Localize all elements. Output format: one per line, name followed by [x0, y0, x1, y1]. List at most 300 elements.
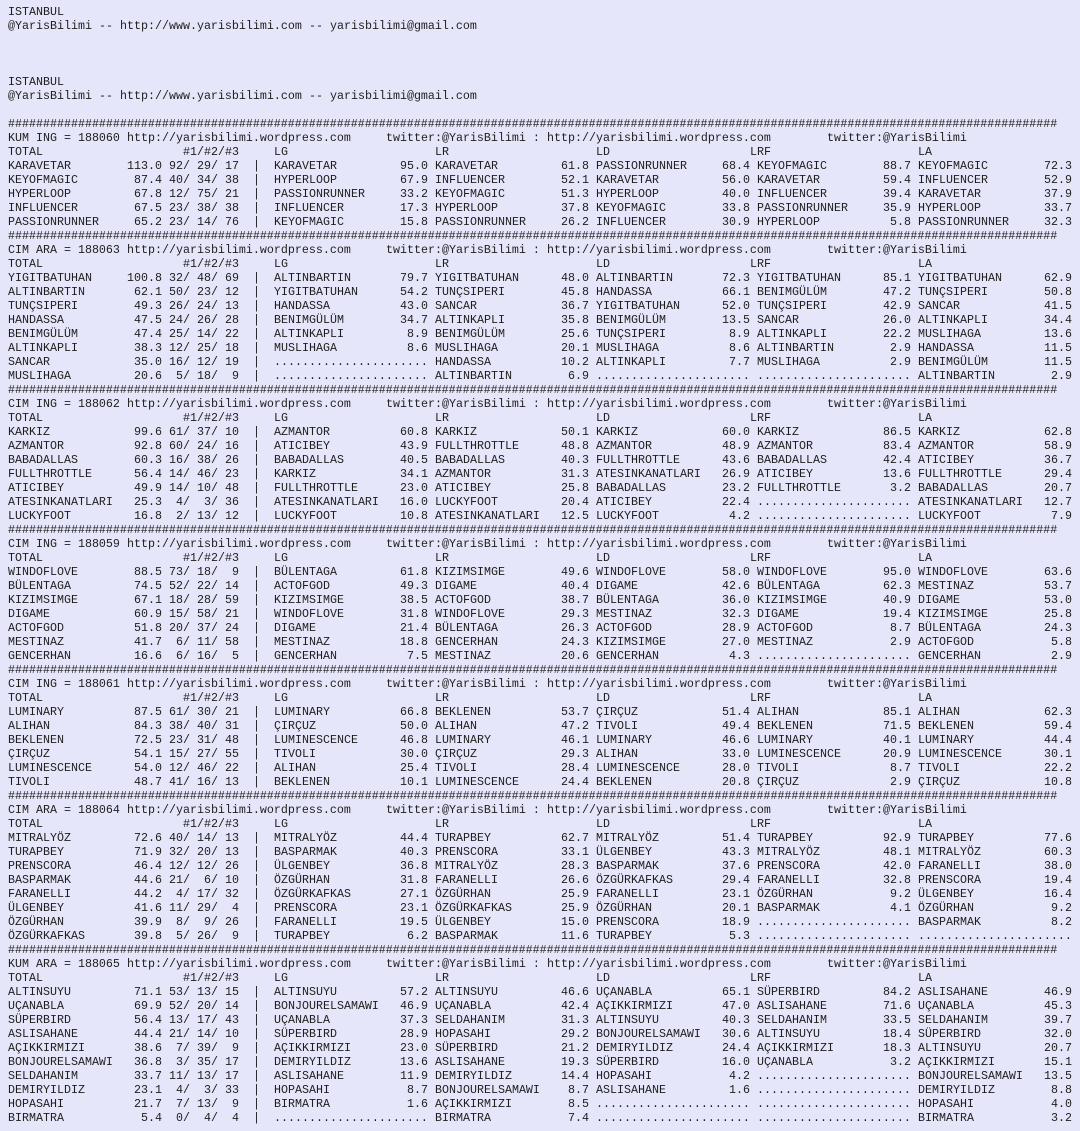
- header-ld: LD: [596, 691, 610, 705]
- horse-name: MESTINAZ: [8, 635, 64, 649]
- lr-horse-name: INFLUENCER: [435, 173, 505, 187]
- total-score: 87.4: [134, 173, 162, 187]
- lg-score: 66.8: [400, 705, 428, 719]
- result-row: [8, 985, 1074, 999]
- la-score: 63.6: [1044, 565, 1072, 579]
- ld-horse-name: BEKLENEN: [596, 775, 652, 789]
- lr-score: 21.2: [561, 1041, 589, 1055]
- lrf-score: 47.2: [883, 285, 911, 299]
- result-row: [8, 355, 1074, 369]
- lg-horse-name: ÜLGENBEY: [274, 859, 330, 873]
- race-title-line: [8, 243, 1074, 257]
- la-horse-name: SANCAR: [918, 299, 960, 313]
- lrf-score: 42.4: [883, 453, 911, 467]
- la-horse-name: BÜLENTAGA: [918, 621, 981, 635]
- ld-score: 43.6: [722, 453, 750, 467]
- lr-horse-name: ACTOFGOD: [435, 593, 491, 607]
- lrf-score: 42.9: [883, 299, 911, 313]
- horse-name: DEMIRYILDIZ: [8, 1083, 85, 1097]
- lr-horse-name: ASLISAHANE: [435, 1055, 505, 1069]
- place-counts: 2/ 13/ 12: [176, 509, 239, 523]
- lr-horse-name: ALTINBARTIN: [435, 369, 512, 383]
- lr-score: 25.9: [561, 901, 589, 915]
- horse-name: BÜLENTAGA: [8, 579, 71, 593]
- ld-horse-name: BABADALLAS: [596, 481, 666, 495]
- la-horse-name: BABADALLAS: [918, 481, 988, 495]
- ld-empty-placeholder: ......................: [596, 1097, 750, 1111]
- ld-horse-name: KARAVETAR: [596, 173, 659, 187]
- la-horse-name: YIGITBATUHAN: [918, 271, 1002, 285]
- column-divider: |: [253, 481, 260, 495]
- total-score: 67.1: [134, 593, 162, 607]
- lr-horse-name: HYPERLOOP: [435, 201, 498, 215]
- la-horse-name: BEKLENEN: [918, 719, 974, 733]
- lrf-horse-name: TURAPBEY: [757, 831, 813, 845]
- la-horse-name: AZMANTOR: [918, 439, 974, 453]
- header-la: LA: [918, 257, 932, 271]
- lg-score: 23.1: [400, 901, 428, 915]
- lr-horse-name: WINDOFLOVE: [435, 607, 505, 621]
- lg-score: 15.8: [400, 215, 428, 229]
- column-divider: |: [253, 1027, 260, 1041]
- lr-horse-name: SÜPERBIRD: [435, 1041, 498, 1055]
- ld-score: 33.0: [722, 747, 750, 761]
- lg-score: 8.6: [407, 341, 428, 355]
- lrf-score: 22.2: [883, 327, 911, 341]
- lrf-score: 95.0: [883, 565, 911, 579]
- result-row: [8, 607, 1074, 621]
- la-score: 12.7: [1044, 495, 1072, 509]
- lg-horse-name: HOPASAHI: [274, 1083, 330, 1097]
- ld-score: 47.0: [722, 999, 750, 1013]
- column-header-line: [8, 551, 1074, 565]
- contact-separator: --: [92, 89, 120, 103]
- blog-link: http://yarisbilimi.wordpress.com: [127, 677, 351, 691]
- column-divider: |: [253, 873, 260, 887]
- lg-horse-name: AZMANTOR: [274, 425, 330, 439]
- lr-score: 33.1: [561, 845, 589, 859]
- lrf-empty-placeholder: ......................: [757, 509, 911, 523]
- lg-horse-name: KARAVETAR: [274, 159, 337, 173]
- lrf-horse-name: ALTINSUYU: [757, 1027, 820, 1041]
- place-counts: 25/ 14/ 22: [169, 327, 239, 341]
- ld-horse-name: ATESINKANATLARI: [596, 467, 701, 481]
- place-counts: 14/ 46/ 23: [169, 467, 239, 481]
- column-divider: |: [253, 1111, 260, 1125]
- la-horse-name: GENCERHAN: [918, 649, 981, 663]
- blank-line: [8, 103, 1074, 117]
- ld-horse-name: LUCKYFOOT: [596, 509, 659, 523]
- total-score: 71.9: [134, 845, 162, 859]
- place-counts: 92/ 29/ 17: [169, 159, 239, 173]
- ld-horse-name: ALTINBARTIN: [596, 271, 673, 285]
- la-horse-name: HOPASAHI: [918, 1097, 974, 1111]
- place-counts: 53/ 13/ 15: [169, 985, 239, 999]
- lr-score: 29.3: [561, 747, 589, 761]
- lr-horse-name: UÇANABLA: [435, 999, 491, 1013]
- lg-score: 10.1: [400, 775, 428, 789]
- la-score: 53.0: [1044, 593, 1072, 607]
- result-row: [8, 705, 1074, 719]
- lrf-horse-name: KARAVETAR: [757, 173, 820, 187]
- lrf-score: 84.2: [883, 985, 911, 999]
- total-score: 25.3: [134, 495, 162, 509]
- result-row: [8, 1027, 1074, 1041]
- la-score: 41.5: [1044, 299, 1072, 313]
- ld-horse-name: TIVOLI: [596, 719, 638, 733]
- twitter-handle: twitter:@YarisBilimi :: [386, 803, 540, 817]
- lrf-horse-name: HYPERLOOP: [757, 215, 820, 229]
- twitter-handle: twitter:@YarisBilimi :: [386, 397, 540, 411]
- la-score: 58.9: [1044, 439, 1072, 453]
- total-score: 47.5: [134, 313, 162, 327]
- ld-horse-name: KIZIMSIMGE: [596, 635, 666, 649]
- total-score: 49.3: [134, 299, 162, 313]
- column-divider: |: [253, 985, 260, 999]
- lrf-score: 13.6: [883, 467, 911, 481]
- ld-horse-name: WINDOFLOVE: [596, 565, 666, 579]
- lrf-horse-name: MITRALYÖZ: [757, 845, 820, 859]
- ld-empty-placeholder: ......................: [596, 1111, 750, 1125]
- ld-score: 29.4: [722, 873, 750, 887]
- horse-name: BABADALLAS: [8, 453, 78, 467]
- ld-score: 68.4: [722, 159, 750, 173]
- lrf-horse-name: ALIHAN: [757, 705, 799, 719]
- result-row: [8, 425, 1074, 439]
- lrf-score: 5.8: [890, 215, 911, 229]
- ld-score: 30.9: [722, 215, 750, 229]
- ld-score: 4.2: [729, 509, 750, 523]
- lrf-score: 2.9: [890, 635, 911, 649]
- la-horse-name: FULLTHROTTLE: [918, 467, 1002, 481]
- lr-horse-name: HOPASAHI: [435, 1027, 491, 1041]
- ld-score: 58.0: [722, 565, 750, 579]
- lg-score: 43.0: [400, 299, 428, 313]
- column-header-line: [8, 817, 1074, 831]
- result-row: [8, 1097, 1074, 1111]
- la-horse-name: ASLISAHANE: [918, 985, 988, 999]
- place-counts: 21/ 6/ 10: [169, 873, 239, 887]
- la-score: 11.5: [1044, 355, 1072, 369]
- place-counts: 20/ 37/ 24: [169, 621, 239, 635]
- lr-horse-name: KARKIZ: [435, 425, 477, 439]
- column-divider: |: [253, 439, 260, 453]
- header-ld: LD: [596, 145, 610, 159]
- result-row: [8, 313, 1074, 327]
- lg-horse-name: ALTINKAPLI: [274, 327, 344, 341]
- column-divider: |: [253, 509, 260, 523]
- blank-line: [8, 33, 1074, 47]
- lg-horse-name: FARANELLI: [274, 915, 337, 929]
- horse-name: KIZIMSIMGE: [8, 593, 78, 607]
- ld-score: 60.0: [722, 425, 750, 439]
- place-counts: 16/ 12/ 19: [169, 355, 239, 369]
- total-score: 39.9: [134, 915, 162, 929]
- lg-horse-name: INFLUENCER: [274, 201, 344, 215]
- lr-horse-name: ALTINSUYU: [435, 985, 498, 999]
- total-score: 113.0: [127, 159, 162, 173]
- la-horse-name: DEMIRYILDIZ: [918, 1083, 995, 1097]
- place-counts: 16/ 38/ 26: [169, 453, 239, 467]
- ld-horse-name: LUMINESCENCE: [596, 761, 680, 775]
- ld-score: 8.9: [729, 327, 750, 341]
- la-score: 4.0: [1051, 1097, 1072, 1111]
- column-divider: |: [253, 369, 260, 383]
- total-score: 51.8: [134, 621, 162, 635]
- lrf-score: 8.7: [890, 761, 911, 775]
- ld-score: 8.6: [729, 341, 750, 355]
- result-row: [8, 173, 1074, 187]
- column-divider: |: [253, 775, 260, 789]
- lr-score: 11.6: [561, 929, 589, 943]
- ld-score: 18.9: [722, 915, 750, 929]
- contact-separator: --: [302, 19, 330, 33]
- la-horse-name: PRENSCORA: [918, 873, 981, 887]
- lg-horse-name: FULLTHROTTLE: [274, 481, 358, 495]
- lg-horse-name: DEMIRYILDIZ: [274, 1055, 351, 1069]
- ld-horse-name: BONJOURELSAMAWI: [596, 1027, 701, 1041]
- lrf-score: 86.5: [883, 425, 911, 439]
- ld-horse-name: FULLTHROTTLE: [596, 453, 680, 467]
- la-horse-name: HANDASSA: [918, 341, 974, 355]
- lr-score: 50.1: [561, 425, 589, 439]
- result-row: [8, 859, 1074, 873]
- header-total: TOTAL: [8, 691, 43, 705]
- la-score: 37.9: [1044, 187, 1072, 201]
- place-counts: 15/ 27/ 55: [169, 747, 239, 761]
- place-counts: 23/ 38/ 38: [169, 201, 239, 215]
- la-score: 19.4: [1044, 873, 1072, 887]
- total-score: 72.6: [134, 831, 162, 845]
- la-horse-name: KARAVETAR: [918, 187, 981, 201]
- lr-score: 10.2: [561, 355, 589, 369]
- lr-horse-name: ÇIRÇUZ: [435, 747, 477, 761]
- lg-horse-name: YIGITBATUHAN: [274, 285, 358, 299]
- ld-score: 40.3: [722, 1013, 750, 1027]
- header-ld: LD: [596, 551, 610, 565]
- horse-name: TUNÇSIPERI: [8, 299, 78, 313]
- header-la: LA: [918, 817, 932, 831]
- lrf-horse-name: ÇIRÇUZ: [757, 775, 799, 789]
- header-lg: LG: [274, 691, 288, 705]
- lr-horse-name: ALIHAN: [435, 719, 477, 733]
- lr-horse-name: AZMANTOR: [435, 467, 491, 481]
- lrf-score: 33.5: [883, 1013, 911, 1027]
- lg-horse-name: KEYOFMAGIC: [274, 215, 344, 229]
- ld-score: 30.6: [722, 1027, 750, 1041]
- ld-horse-name: ÜLGENBEY: [596, 845, 652, 859]
- result-row: [8, 1055, 1074, 1069]
- ld-horse-name: PRENSCORA: [596, 915, 659, 929]
- lr-horse-name: KARAVETAR: [435, 159, 498, 173]
- lg-score: 33.2: [400, 187, 428, 201]
- lg-horse-name: PRENSCORA: [274, 901, 337, 915]
- hash-separator: ######################################################################################################################################################: [8, 943, 1058, 957]
- lrf-horse-name: TIVOLI: [757, 761, 799, 775]
- result-row: [8, 1041, 1074, 1055]
- place-counts: 26/ 24/ 13: [169, 299, 239, 313]
- lg-horse-name: ATICIBEY: [274, 439, 330, 453]
- lg-horse-name: ACTOFGOD: [274, 579, 330, 593]
- lg-horse-name: BEKLENEN: [274, 775, 330, 789]
- lg-score: 40.3: [400, 845, 428, 859]
- la-horse-name: FARANELLI: [918, 859, 981, 873]
- lg-score: 67.9: [400, 173, 428, 187]
- lg-score: 95.0: [400, 159, 428, 173]
- la-horse-name: BIRMATRA: [918, 1111, 974, 1125]
- city-name: ISTANBUL: [8, 5, 64, 19]
- lrf-horse-name: BASPARMAK: [757, 901, 820, 915]
- hash-separator: ######################################################################################################################################################: [8, 789, 1058, 803]
- horse-name: LUMINARY: [8, 705, 64, 719]
- la-horse-name: ALTINKAPLI: [918, 313, 988, 327]
- place-counts: 7/ 39/ 9: [176, 1041, 239, 1055]
- lr-horse-name: PASSIONRUNNER: [435, 215, 526, 229]
- lg-horse-name: TIVOLI: [274, 747, 316, 761]
- place-counts: 12/ 46/ 22: [169, 761, 239, 775]
- horse-name: ALTINKAPLI: [8, 341, 78, 355]
- ld-horse-name: UÇANABLA: [596, 985, 652, 999]
- la-score: 52.9: [1044, 173, 1072, 187]
- ld-horse-name: AÇIKKIRMIZI: [596, 999, 673, 1013]
- total-score: 92.8: [134, 439, 162, 453]
- lg-score: 49.3: [400, 579, 428, 593]
- la-horse-name: LUMINARY: [918, 733, 974, 747]
- result-row: [8, 1013, 1074, 1027]
- total-score: 54.0: [134, 761, 162, 775]
- result-row: [8, 509, 1074, 523]
- twitter-handle: twitter:@YarisBilimi :: [386, 243, 540, 257]
- horse-name: ATESINKANATLARI: [8, 495, 113, 509]
- la-score: 2.9: [1051, 369, 1072, 383]
- lg-empty-placeholder: ......................: [274, 369, 428, 383]
- hash-separator: ######################################################################################################################################################: [8, 523, 1058, 537]
- hash-separator: ######################################################################################################################################################: [8, 117, 1058, 131]
- la-horse-name: ALIHAN: [918, 705, 960, 719]
- race-label: CIM ING = 188059: [8, 537, 120, 551]
- header-lg: LG: [274, 257, 288, 271]
- header-lr: LR: [435, 817, 449, 831]
- blog-link: http://yarisbilimi.wordpress.com: [127, 243, 351, 257]
- ld-score: 20.1: [722, 901, 750, 915]
- lg-score: 46.9: [400, 999, 428, 1013]
- ld-horse-name: MESTINAZ: [596, 607, 652, 621]
- total-score: 21.7: [134, 1097, 162, 1111]
- lrf-score: 39.4: [883, 187, 911, 201]
- la-score: 15.1: [1044, 1055, 1072, 1069]
- lrf-horse-name: BABADALLAS: [757, 453, 827, 467]
- lr-score: 25.9: [561, 887, 589, 901]
- place-counts: 61/ 37/ 10: [169, 425, 239, 439]
- lg-score: 61.8: [400, 565, 428, 579]
- ld-score: 13.5: [722, 313, 750, 327]
- la-score: 8.2: [1051, 915, 1072, 929]
- horse-name: AÇIKKIRMIZI: [8, 1041, 85, 1055]
- header-total: TOTAL: [8, 817, 43, 831]
- lr-horse-name: BÜLENTAGA: [435, 621, 498, 635]
- la-horse-name: ÜLGENBEY: [918, 887, 974, 901]
- lr-horse-name: AÇIKKIRMIZI: [435, 1097, 512, 1111]
- result-row: [8, 719, 1074, 733]
- la-horse-name: PASSIONRUNNER: [918, 215, 1009, 229]
- la-score: 45.3: [1044, 999, 1072, 1013]
- place-counts: 15/ 58/ 21: [169, 607, 239, 621]
- column-divider: |: [253, 285, 260, 299]
- total-score: 46.4: [134, 859, 162, 873]
- twitter-handle: twitter:@YarisBilimi: [827, 243, 967, 257]
- total-score: 5.4: [141, 1111, 162, 1125]
- lr-horse-name: KEYOFMAGIC: [435, 187, 505, 201]
- lg-score: 40.5: [400, 453, 428, 467]
- la-score: 62.8: [1044, 425, 1072, 439]
- la-horse-name: WINDOFLOVE: [918, 565, 988, 579]
- lg-score: 54.2: [400, 285, 428, 299]
- column-divider: |: [253, 1041, 260, 1055]
- result-row: [8, 271, 1074, 285]
- lr-horse-name: ÖZGÜRHAN: [435, 887, 491, 901]
- lrf-horse-name: FARANELLI: [757, 873, 820, 887]
- place-counts: 50/ 23/ 12: [169, 285, 239, 299]
- header-lr: LR: [435, 411, 449, 425]
- lg-score: 23.0: [400, 481, 428, 495]
- twitter-handle: twitter:@YarisBilimi: [827, 397, 967, 411]
- lrf-horse-name: BENIMGÜLÜM: [757, 285, 827, 299]
- horse-name: HOPASAHI: [8, 1097, 64, 1111]
- lg-score: 57.2: [400, 985, 428, 999]
- header-ld: LD: [596, 257, 610, 271]
- lg-score: 18.8: [400, 635, 428, 649]
- lrf-horse-name: SÜPERBIRD: [757, 985, 820, 999]
- lr-score: 7.4: [568, 1111, 589, 1125]
- lrf-empty-placeholder: ......................: [757, 915, 911, 929]
- result-row: [8, 635, 1074, 649]
- total-score: 62.1: [134, 285, 162, 299]
- lrf-score: 8.7: [890, 621, 911, 635]
- place-counts: 61/ 30/ 21: [169, 705, 239, 719]
- la-score: 36.7: [1044, 453, 1072, 467]
- lg-horse-name: ÇIRÇUZ: [274, 719, 316, 733]
- lrf-score: 42.0: [883, 859, 911, 873]
- lrf-horse-name: BÜLENTAGA: [757, 579, 820, 593]
- lg-score: 37.3: [400, 1013, 428, 1027]
- lrf-score: 59.4: [883, 173, 911, 187]
- place-counts: 18/ 28/ 59: [169, 593, 239, 607]
- ld-horse-name: KEYOFMAGIC: [596, 201, 666, 215]
- blog-link: http://yarisbilimi.wordpress.com: [547, 677, 771, 691]
- ld-score: 26.9: [722, 467, 750, 481]
- lr-score: 31.3: [561, 467, 589, 481]
- ld-horse-name: ASLISAHANE: [596, 1083, 666, 1097]
- la-score: 25.8: [1044, 607, 1072, 621]
- column-divider: |: [253, 1083, 260, 1097]
- column-divider: |: [253, 887, 260, 901]
- ld-score: 27.0: [722, 635, 750, 649]
- lr-score: 29.3: [561, 607, 589, 621]
- horse-name: INFLUENCER: [8, 201, 78, 215]
- horse-name: KARKIZ: [8, 425, 50, 439]
- la-horse-name: MITRALYÖZ: [918, 845, 981, 859]
- ld-score: 32.3: [722, 607, 750, 621]
- lg-horse-name: HANDASSA: [274, 299, 330, 313]
- total-score: 23.1: [134, 1083, 162, 1097]
- total-score: 48.7: [134, 775, 162, 789]
- lrf-score: 3.2: [890, 1055, 911, 1069]
- la-score: 44.4: [1044, 733, 1072, 747]
- separator-line: [8, 229, 1074, 243]
- result-row: [8, 845, 1074, 859]
- la-horse-name: ALTINSUYU: [918, 1041, 981, 1055]
- lrf-horse-name: MUSLIHAGA: [757, 355, 820, 369]
